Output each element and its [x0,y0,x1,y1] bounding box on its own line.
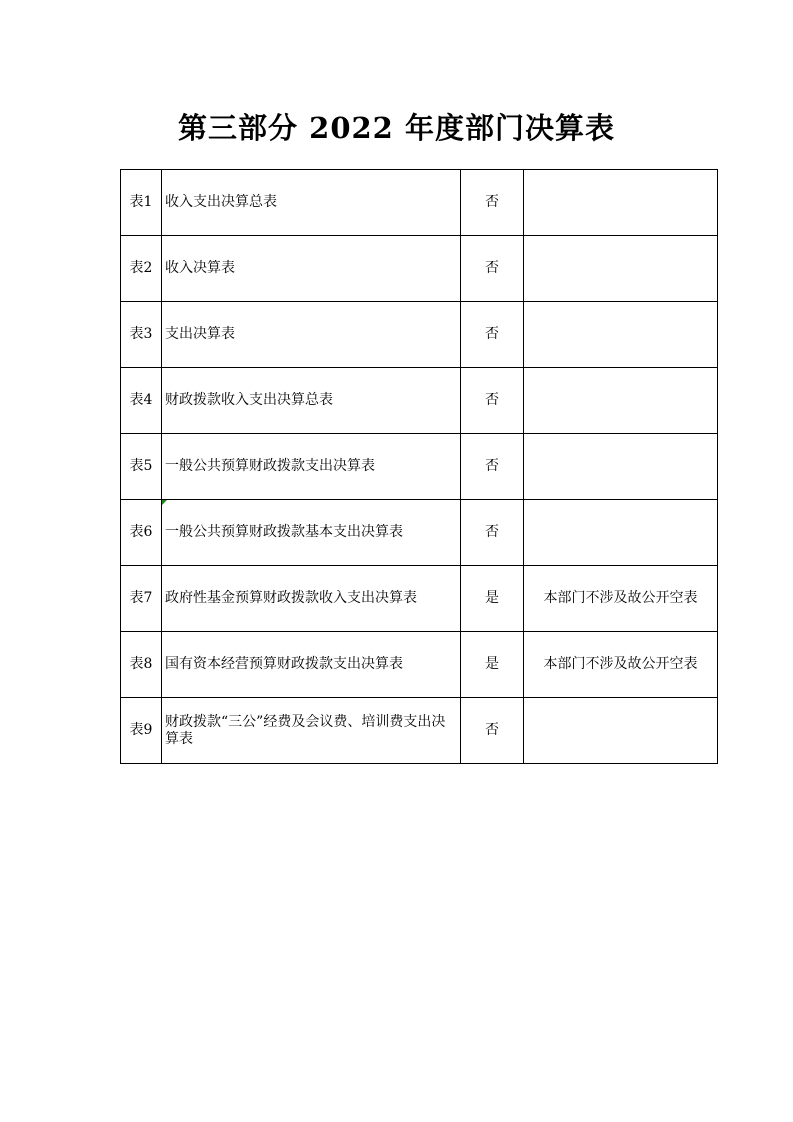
table-name-cell: 支出决算表 [162,302,461,368]
table-row [121,566,718,632]
table-row [121,632,718,698]
table-name-cell: 一般公共预算财政拨款基本支出决算表 [162,500,461,566]
table-name-cell: 收入决算表 [162,236,461,302]
table-row [121,170,718,236]
table-note-cell [524,236,718,302]
table-note-cell [524,368,718,434]
table-number-cell: 表2 [121,236,162,302]
table-row [121,302,718,368]
table-note-cell [524,434,718,500]
table-note-cell [524,170,718,236]
table-flag-cell: 否 [461,698,524,764]
table-name-cell: 财政拨款“三公”经费及会议费、培训费支出决算表 [162,698,461,764]
table-flag-cell: 否 [461,170,524,236]
table-flag-cell: 否 [461,368,524,434]
table-name-cell: 国有资本经营预算财政拨款支出决算表 [162,632,461,698]
table-flag-cell: 是 [461,566,524,632]
table-number-cell: 表6 [121,500,162,566]
page-title: 第三部分 2022 年度部门决算表 [178,111,615,145]
table-number-cell: 表7 [121,566,162,632]
table-note-cell [524,302,718,368]
table-row [121,368,718,434]
table-flag-cell: 否 [461,500,524,566]
table-flag-cell: 否 [461,236,524,302]
table-note-cell: 本部门不涉及故公开空表 [524,632,718,698]
table-number-cell: 表3 [121,302,162,368]
table-note-cell [524,698,718,764]
table-flag-cell: 否 [461,434,524,500]
comment-marker-icon [162,500,167,505]
table-note-cell [524,500,718,566]
table-row [121,500,718,566]
table-number-cell: 表1 [121,170,162,236]
table-name-cell: 财政拨款收入支出决算总表 [162,368,461,434]
table-number-cell: 表5 [121,434,162,500]
table-number-cell: 表9 [121,698,162,764]
table-note-cell: 本部门不涉及故公开空表 [524,566,718,632]
table-flag-cell: 否 [461,302,524,368]
table-name-cell: 政府性基金预算财政拨款收入支出决算表 [162,566,461,632]
report-table [120,169,718,764]
table-flag-cell: 是 [461,632,524,698]
table-name-cell: 收入支出决算总表 [162,170,461,236]
table-number-cell: 表4 [121,368,162,434]
table-row [121,236,718,302]
table-row [121,434,718,500]
table-number-cell: 表8 [121,632,162,698]
table-name-cell: 一般公共预算财政拨款支出决算表 [162,434,461,500]
table-row [121,698,718,764]
